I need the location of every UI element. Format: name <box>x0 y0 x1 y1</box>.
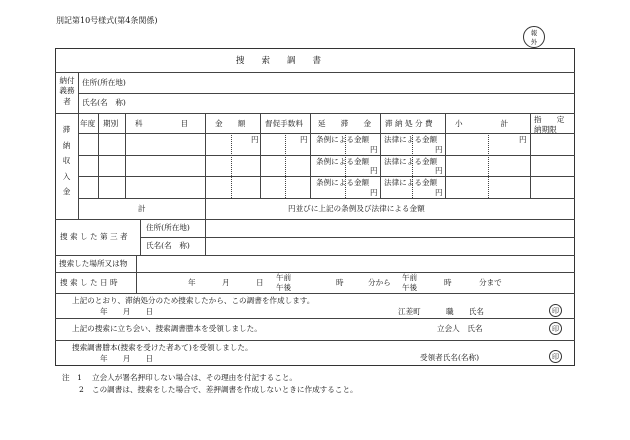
start-hour-unit: 時 <box>336 278 344 287</box>
col-amount: 金 額 <box>215 119 246 128</box>
statement2-witness: 立会人 氏名 <box>437 324 483 333</box>
taxpayer-address-label: 住所(所在地) <box>82 78 126 87</box>
statement1-date: 年 月 日 <box>100 307 154 316</box>
stamp-line2: 外 <box>530 38 538 46</box>
taxpayer-name-label: 氏名(名 称) <box>82 98 126 107</box>
statement1-text: 上記のとおり、滞納処分のため捜索したから、この調書を作成します。 <box>72 296 315 305</box>
statement1-staff: 職 氏名 <box>446 307 484 316</box>
searched-place-label: 捜索した場所又は物 <box>59 259 128 268</box>
yen-amount: 円 <box>251 135 259 144</box>
yen-disposal: 円 <box>435 188 443 197</box>
start-am: 午前 <box>276 273 292 282</box>
statement3-date: 年 月 日 <box>100 354 154 363</box>
col-year: 年度 <box>80 119 96 128</box>
stamp-mark <box>523 26 545 48</box>
col-deadline: 指 定 納期限 <box>534 115 565 134</box>
statement2-text: 上記の捜索に立ち会い、捜索調書謄本を受領しました。 <box>72 324 262 333</box>
note-1-text: 立会人が署名押印しない場合は、その理由を付記すること。 <box>92 373 298 382</box>
yen-late: 円 <box>370 166 378 175</box>
disposal-note: 法律による金額 <box>384 157 438 166</box>
statement3-text: 捜索調書謄本(捜索を受けた者あて)を受領しました。 <box>72 343 253 352</box>
yen-fee: 円 <box>300 135 308 144</box>
form-label: 別記第10号様式(第4条関係) <box>56 16 158 25</box>
month-unit: 月 <box>222 278 230 287</box>
start-min-unit: 分から <box>368 278 391 287</box>
statement3-receiver: 受領者氏名(名称) <box>420 353 480 362</box>
form-title: 捜 索 調 書 <box>236 56 322 66</box>
seal-mark: 印 <box>549 322 562 335</box>
late-note: 条例による金額 <box>316 178 370 187</box>
col-item: 科 目 <box>135 119 189 128</box>
col-period: 期別 <box>103 119 119 128</box>
stamp-line1: 報 <box>530 29 538 37</box>
end-min-unit: 分まで <box>479 278 502 287</box>
third-party-label: 捜 索 し た 第 三 者 <box>60 232 128 241</box>
disposal-note: 法律による金額 <box>384 135 438 144</box>
total-note: 円並びに上記の条例及び法律による金額 <box>288 204 425 213</box>
disposal-note: 法律による金額 <box>384 178 438 187</box>
note-2-num: 2 <box>79 385 84 394</box>
yen-subtotal: 円 <box>519 135 527 144</box>
yen-late: 円 <box>370 188 378 197</box>
yen-disposal: 円 <box>435 166 443 175</box>
col-disposal: 滞 納 処 分 費 <box>385 119 433 128</box>
start-pm: 午後 <box>276 283 292 292</box>
late-note: 条例による金額 <box>316 135 370 144</box>
statement1-office: 江差町 <box>398 307 421 316</box>
note-2-text: この調書は、捜索をした場合で、差押調書を作成しないときに作成すること。 <box>92 385 358 394</box>
seal-mark: 印 <box>549 350 562 363</box>
seal-mark: 印 <box>549 304 562 317</box>
third-party-name-label: 氏名(名 称) <box>146 241 190 250</box>
col-subtotal: 小 計 <box>455 119 509 128</box>
yen-disposal: 円 <box>435 145 443 154</box>
year-unit: 年 <box>188 278 196 287</box>
note-1-num: 注 1 <box>62 373 83 382</box>
end-am: 午前 <box>402 273 418 282</box>
day-unit: 日 <box>256 278 264 287</box>
col-late: 延 滞 金 <box>318 119 372 128</box>
late-note: 条例による金額 <box>316 157 370 166</box>
datetime-label: 捜 索 し た 日 時 <box>60 278 118 287</box>
end-pm: 午後 <box>402 283 418 292</box>
taxpayer-group-label: 納付義務者 <box>59 76 75 106</box>
yen-late: 円 <box>370 145 378 154</box>
third-party-address-label: 住所(所在地) <box>146 223 190 232</box>
end-hour-unit: 時 <box>444 278 452 287</box>
total-label: 計 <box>138 204 146 213</box>
col-fee: 督促手数料 <box>265 119 303 128</box>
arrears-group-label: 滞納収入金 <box>62 125 71 197</box>
